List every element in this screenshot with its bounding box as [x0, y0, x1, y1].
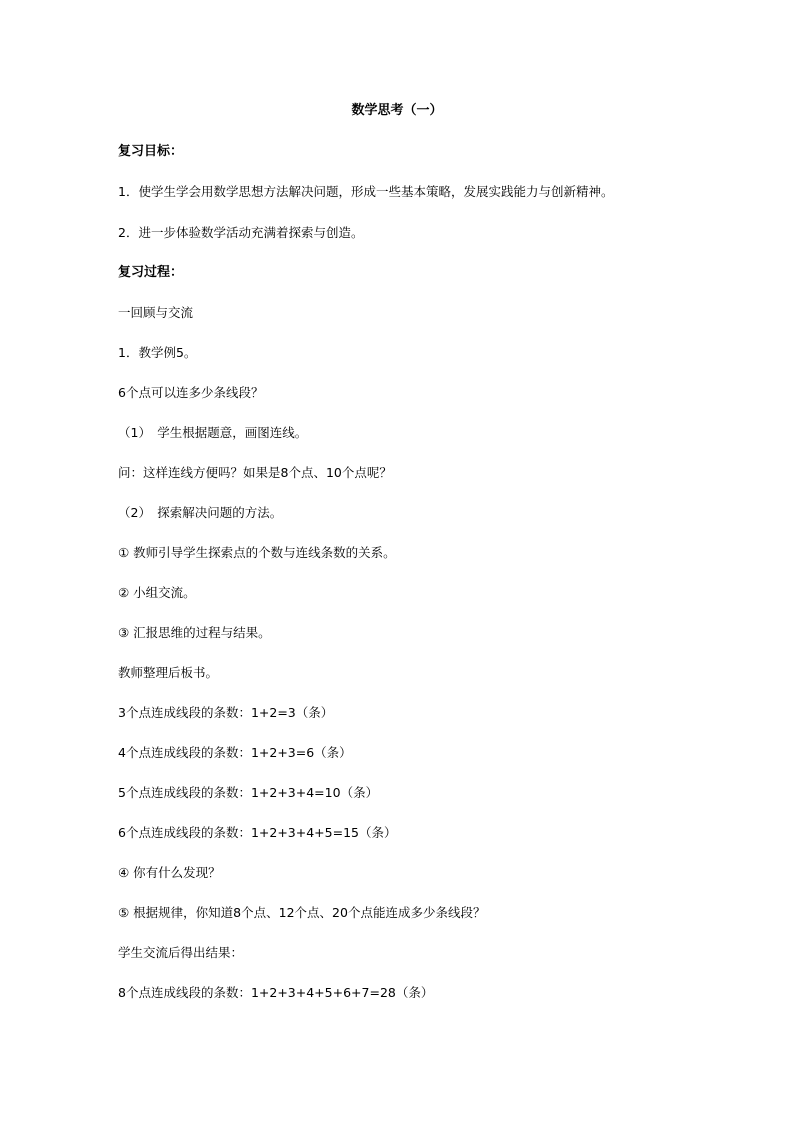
- sub-item-1: ① 教师引导学生探索点的个数与连线条数的关系。: [118, 545, 396, 560]
- sub-item-4: ④ 你有什么发现？: [118, 865, 221, 880]
- heading-process: 复习过程：: [118, 265, 184, 280]
- equation-3-points: 3个点连成线段的条数：1+2=3（条）: [118, 705, 334, 720]
- goal-item-2: 2．进一步体验数学活动充满着探索与创造。: [118, 225, 364, 240]
- heading-goals: 复习目标：: [118, 144, 184, 159]
- ask-text: 问：这样连线方便吗？如果是8个点、10个点呢？: [118, 465, 392, 480]
- equation-6-points: 6个点连成线段的条数：1+2+3+4+5=15（条）: [118, 825, 397, 840]
- question-text: 6个点可以连多少条线段？: [118, 385, 264, 400]
- goal-item-1: 1．使学生学会用数学思想方法解决问题，形成一些基本策略，发展实践能力与创新精神。: [118, 184, 614, 199]
- page-title: 数学思考（一）: [351, 103, 443, 118]
- sub-item-3: ③ 汇报思维的过程与结果。: [118, 625, 271, 640]
- equation-8-points: 8个点连成线段的条数：1+2+3+4+5+6+7=28（条）: [118, 985, 434, 1000]
- equation-5-points: 5个点连成线段的条数：1+2+3+4=10（条）: [118, 785, 379, 800]
- step-item-1: （1） 学生根据题意，画图连线。: [118, 425, 308, 440]
- step-item-2: （2） 探索解决问题的方法。: [118, 505, 283, 520]
- equation-4-points: 4个点连成线段的条数：1+2+3=6（条）: [118, 745, 352, 760]
- result-intro: 学生交流后得出结果：: [118, 945, 244, 960]
- sub-item-5: ⑤ 根据规律，你知道8个点、12个点、20个点能连成多少条线段？: [118, 905, 486, 920]
- sub-item-2: ② 小组交流。: [118, 585, 196, 600]
- section-review: 一回顾与交流: [118, 305, 194, 320]
- example-item: 1．教学例5。: [118, 345, 197, 360]
- board-text: 教师整理后板书。: [118, 665, 219, 680]
